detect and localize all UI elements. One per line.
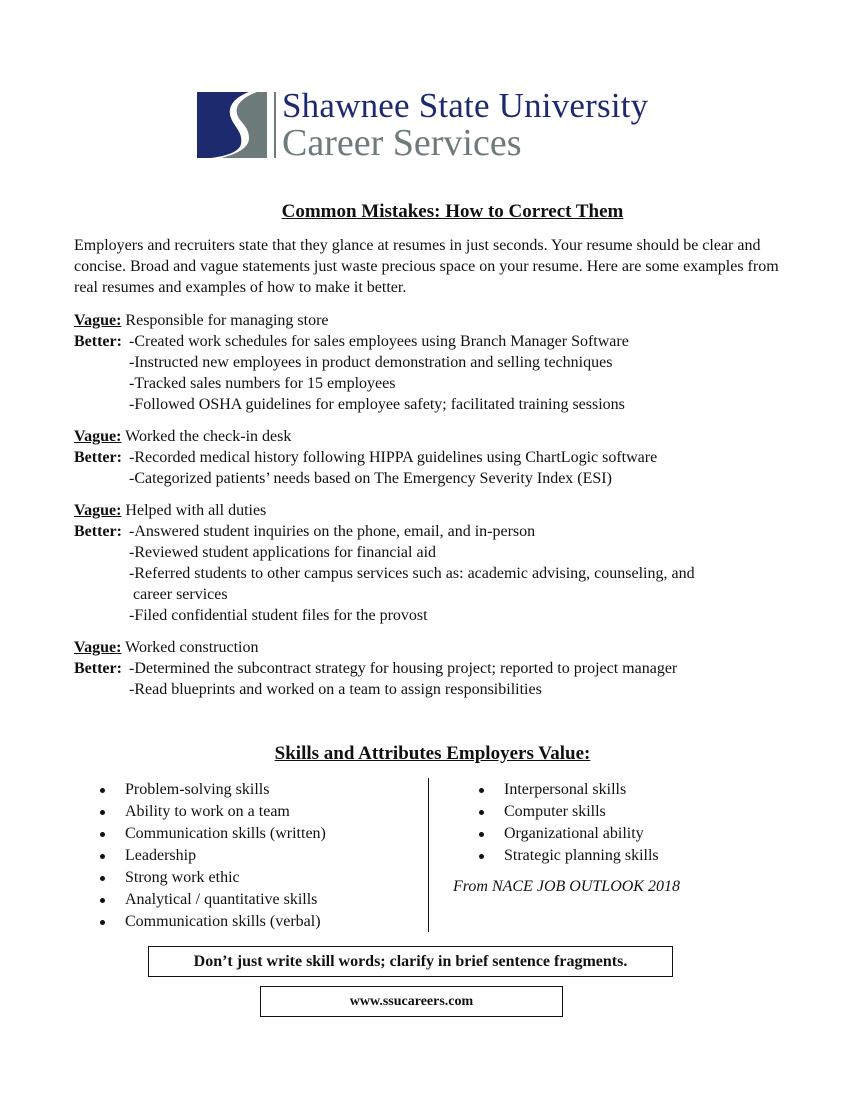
better-item-continued: career services: [133, 586, 228, 603]
example-block: [74, 426, 657, 489]
department-name: Career Services: [282, 122, 522, 164]
skill-item: Communication skills (verbal): [97, 911, 326, 933]
skills-heading: Skills and Attributes Employers Value:: [274, 743, 591, 764]
better-item: -Referred students to other campus services such as: academic advising, counseling, and: [129, 565, 695, 582]
column-divider: [428, 778, 429, 932]
tip-callout: Don’t just write skill words; clarify in brief sentence fragments.: [148, 946, 673, 977]
example-block: [74, 637, 677, 700]
skill-item: Ability to work on a team: [97, 801, 326, 823]
better-item: -Instructed new employees in product demonstration and selling techniques: [129, 354, 613, 371]
vague-label: Vague:: [74, 639, 122, 656]
skill-item: Leadership: [97, 845, 326, 867]
better-item: -Recorded medical history following HIPPA guidelines using ChartLogic software: [129, 449, 658, 466]
university-name: Shawnee State University: [282, 86, 649, 125]
better-item: -Read blueprints and worked on a team to assign responsibilities: [129, 681, 542, 698]
common-mistakes-heading: Common Mistakes: How to Correct Them: [281, 201, 624, 222]
logo-divider: [274, 92, 276, 158]
better-item: -Reviewed student applications for financial aid: [129, 544, 437, 561]
skill-item: Analytical / quantitative skills: [97, 889, 326, 911]
website-link[interactable]: www.ssucareers.com: [260, 986, 563, 1017]
shawnee-logo-icon: [197, 92, 267, 158]
better-item: -Determined the subcontract strategy for housing project; reported to project manager: [129, 660, 678, 677]
skills-list-right: [476, 779, 659, 867]
skill-item: Problem-solving skills: [97, 779, 326, 801]
better-label: Better:: [74, 449, 122, 466]
better-label: Better:: [74, 333, 122, 350]
vague-label: Vague:: [74, 312, 122, 329]
source-note: From NACE JOB OUTLOOK 2018: [453, 878, 680, 895]
skills-list-left: [97, 779, 326, 933]
better-item: -Tracked sales numbers for 15 employees: [129, 375, 396, 392]
example-block: [74, 500, 695, 626]
better-item: -Filed confidential student files for the provost: [129, 607, 428, 624]
better-label: Better:: [74, 523, 122, 540]
vague-text: Helped with all duties: [125, 502, 267, 519]
better-item: -Answered student inquiries on the phone, email, and in-person: [129, 523, 536, 540]
vague-label: Vague:: [74, 428, 122, 445]
example-block: [74, 310, 629, 415]
vague-text: Worked construction: [125, 639, 259, 656]
better-item: -Followed OSHA guidelines for employee safety; facilitated training sessions: [129, 396, 625, 413]
skill-item: Strategic planning skills: [476, 845, 659, 867]
vague-text: Responsible for managing store: [125, 312, 329, 329]
vague-label: Vague:: [74, 502, 122, 519]
skill-item: Organizational ability: [476, 823, 659, 845]
better-item: -Created work schedules for sales employees using Branch Manager Software: [129, 333, 629, 350]
skill-item: Interpersonal skills: [476, 779, 659, 801]
better-item: -Categorized patients’ needs based on The Emergency Severity Index (ESI): [129, 470, 612, 487]
vague-text: Worked the check-in desk: [125, 428, 292, 445]
intro-paragraph: Employers and recruiters state that they glance at resumes in just seconds. Your resume should be clear and concise. Broad and vague statements just waste precious space on your resume. Here are some examples from real resumes and examples of how to make it better.: [74, 237, 779, 296]
skill-item: Computer skills: [476, 801, 659, 823]
skill-item: Strong work ethic: [97, 867, 326, 889]
better-label: Better:: [74, 660, 122, 677]
skill-item: Communication skills (written): [97, 823, 326, 845]
